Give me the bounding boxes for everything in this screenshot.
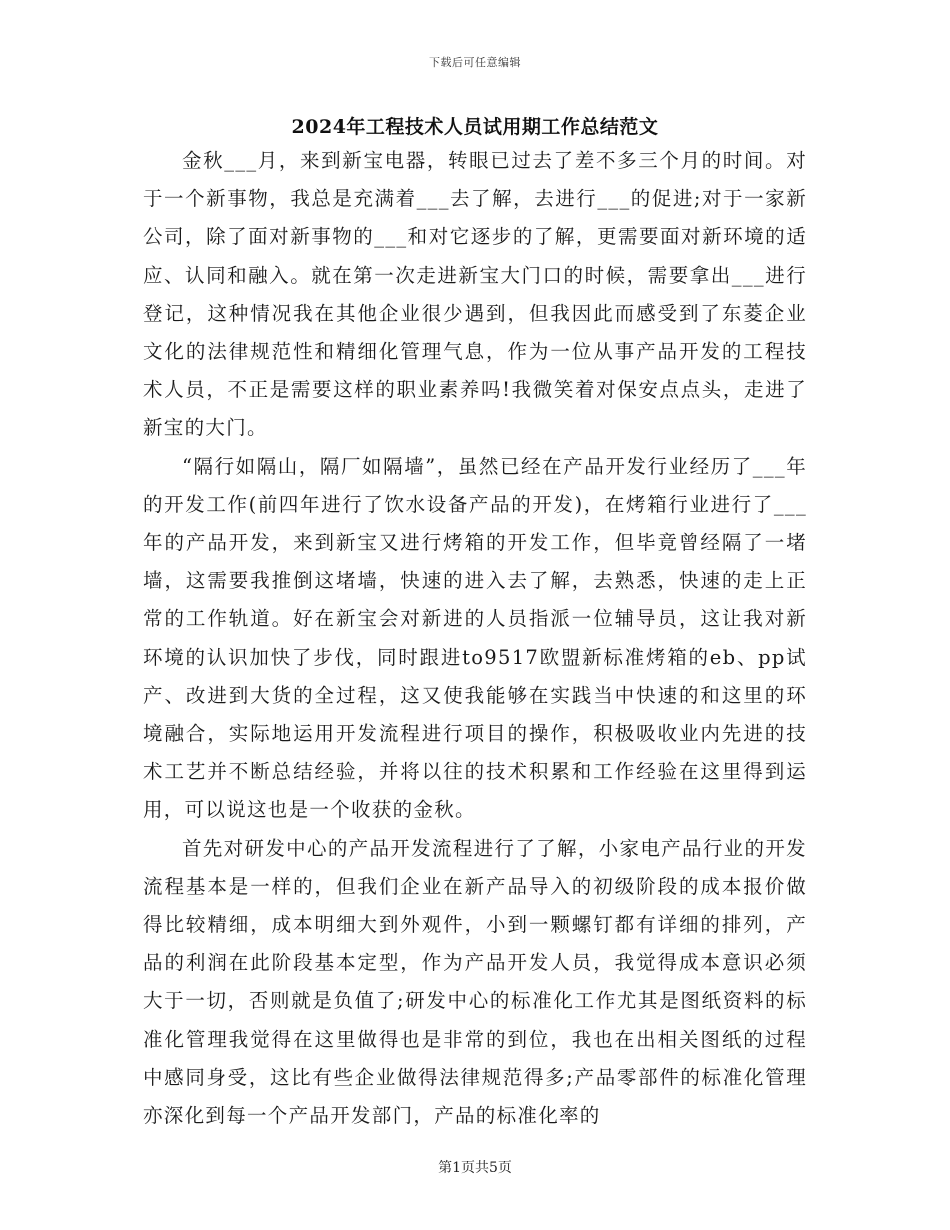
paragraph: “隔行如隔山，隔厂如隔墙”，虽然已经在产品开发行业经历了___年的开发工作(前四年进行了饮水设备产品的开发)，在烤箱行业进行了___年的产品开发，来到新宝又进行烤箱的开发工作，但毕竟曾经隔了一堵墙，这需要我推倒这堵墙，快速的进入去了解，去熟悉，快速的走上正常的工作轨道。好在新宝会对新进的人员指派一位辅导员，这让我对新环境的认识加快了步伐，同时跟进to9517欧盟新标准烤箱的eb、pp试产、改进到大货的全过程，这又使我能够在实践当中快速的和这里的环境融合，实际地运用开发流程进行项目的操作，积极吸收业内先进的技术工艺并不断总结经验，并将以往的技术积累和工作经验在这里得到运用，可以说这也是一个收获的金秋。 <box>143 454 807 822</box>
paragraph: 金秋___月，来到新宝电器，转眼已过去了差不多三个月的时间。对于一个新事物，我总是充满着___去了解，去进行___的促进;对于一家新公司，除了面对新事物的___和对它逐步的了解，更需要面对新环境的适应、认同和融入。就在第一次走进新宝大门口的时候，需要拿出___进行登记，这种情况我在其他企业很少遇到，但我因此而感受到了东菱企业文化的法律规范性和精细化管理气息，作为一位从事产品开发的工程技术人员，不正是需要这样的职业素养吗!我微笑着对保安点点头，走进了新宝的大门。 <box>143 149 807 440</box>
page-indicator: 第1页共5页 <box>438 1160 512 1176</box>
document-title: 2024年工程技术人员试用期工作总结范文 <box>291 116 659 138</box>
document-body <box>143 142 807 1135</box>
paragraph: 首先对研发中心的产品开发流程进行了了解，小家电产品行业的开发流程基本是一样的，但我们企业在新产品导入的初级阶段的成本报价做得比较精细，成本明细大到外观件，小到一颗螺钉都有详细的排列，产品的利润在此阶段基本定型，作为产品开发人员，我觉得成本意识必须大于一切，否则就是负值了;研发中心的标准化工作尤其是图纸资料的标准化管理我觉得在这里做得也是非常的到位，我也在出相关图纸的过程中感同身受，这比有些企业做得法律规范得多;产品零部件的标准化管理亦深化到每一个产品开发部门，产品的标准化率的 <box>143 836 807 1128</box>
header-note: 下载后可任意编辑 <box>429 56 521 69</box>
